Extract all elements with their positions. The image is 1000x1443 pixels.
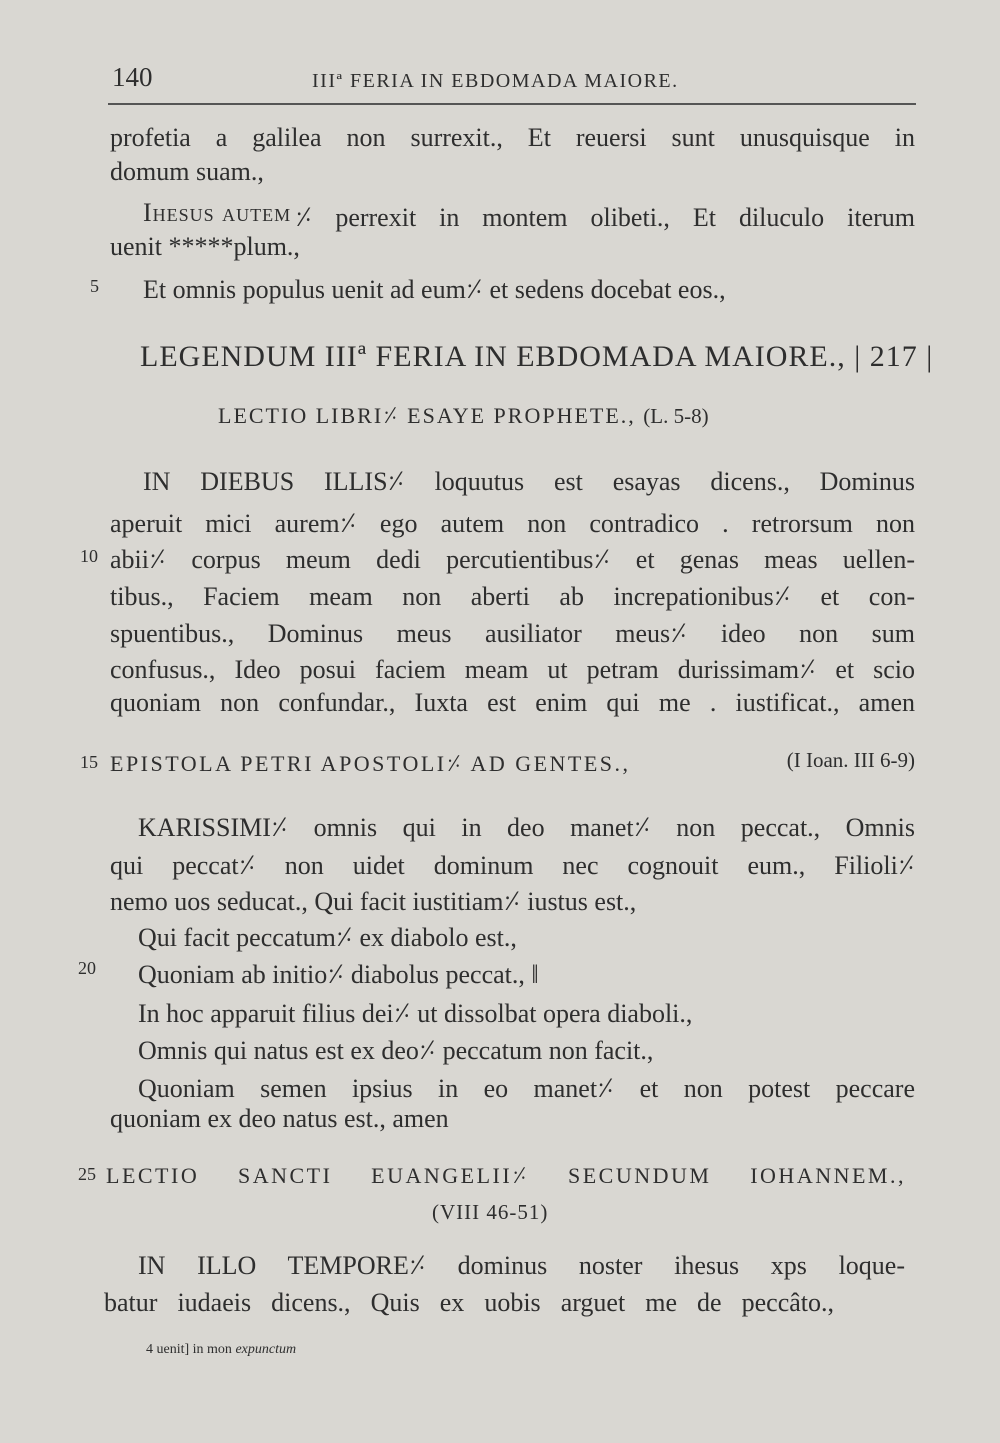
rubric-euangelium-title: LECTIO SANCTI EUANGELII⸓ SECUNDUM IOHANNEM., (106, 1163, 906, 1188)
text-line: Quoniam ab initio⸓ diabolus peccat., ‖ (138, 960, 539, 989)
text-line: batur iudaeis dicens., Quis ex uobis arguet me de peccâto., (104, 1288, 834, 1317)
text-line (143, 198, 915, 234)
running-title: IIIª FERIA IN EBDOMADA MAIORE. (312, 70, 679, 92)
line-number: 10 (80, 546, 98, 566)
text-span: ⸓ perrexit in montem olibeti., Et diluculo iterum (295, 203, 915, 232)
text-line: IN ILLO TEMPORE⸓ dominus noster ihesus xps loque- (138, 1251, 905, 1280)
line-number: 25 (78, 1164, 96, 1184)
line-number: 20 (78, 958, 96, 978)
text-line: nemo uos seducat., Qui facit iustitiam⸓ iustus est., (110, 887, 637, 916)
footnote-italic: expunctum (235, 1342, 297, 1357)
text-line: IN DIEBUS ILLIS⸓ loquutus est esayas dicens., Dominus (143, 467, 915, 496)
text-line: quoniam non confundar., Iuxta est enim qui me . iustificat., amen (110, 688, 915, 717)
text-line: spuentibus., Dominus meus ausiliator meus⸓ ideo non sum (110, 619, 915, 648)
text-line: domum suam., (110, 157, 264, 186)
text-line: In hoc apparuit filius dei⸓ ut dissolbat opera diaboli., (138, 999, 693, 1028)
text-line: quoniam ex deo natus est., amen (110, 1104, 449, 1133)
rubric-title: LEGENDUM IIIª FERIA IN EBDOMADA MAIORE., | 217 | (140, 340, 934, 373)
scripture-reference: (L. 5-8) (643, 404, 709, 428)
text-line: Quoniam semen ipsius in eo manet⸓ et non potest peccare (138, 1074, 915, 1103)
header-rule (108, 103, 916, 105)
text-line: Et omnis populus uenit ad eum⸓ et sedens docebat eos., (143, 275, 726, 304)
text-line: aperuit mici aurem⸓ ego autem non contradico . retrorsum non (110, 509, 915, 538)
text-line: abii⸓ corpus meum dedi percutientibus⸓ et genas meas uellen- (110, 545, 915, 574)
rubric-epistola-title: EPISTOLA PETRI APOSTOLI⸓ AD GENTES., (110, 751, 631, 776)
rubric-epistola (110, 748, 915, 778)
page-number: 140 (112, 62, 153, 92)
text-line: tibus., Faciem meam non aberti ab increpationibus⸓ et con- (110, 582, 915, 611)
text-line: KARISSIMI⸓ omnis qui in deo manet⸓ non peccat., Omnis (138, 813, 915, 842)
footnote-text: 4 uenit] in mon (146, 1342, 232, 1357)
text-line: uenit *****plum., (110, 232, 300, 261)
line-number: 15 (80, 752, 98, 772)
scripture-reference: (VIII 46-51) (432, 1200, 549, 1224)
text-line: profetia a galilea non surrexit., Et reuersi sunt unusquisque in (110, 123, 915, 152)
rubric-lectio-title: LECTIO LIBRI⸓ ESAYE PROPHETE., (218, 403, 636, 428)
rubric-lectio (218, 400, 709, 430)
footnote (146, 1342, 296, 1358)
text-line: Qui facit peccatum⸓ ex diabolo est., (138, 923, 517, 952)
text-line: confusus., Ideo posui faciem meam ut petram durissimam⸓ et scio (110, 655, 915, 684)
line-number: 5 (90, 276, 99, 296)
scripture-reference: (I Ioan. III 6-9) (786, 748, 915, 772)
small-caps-phrase: Ihesus autem (143, 198, 292, 227)
text-line: qui peccat⸓ non uidet dominum nec cognouit eum., Filioli⸓ (110, 851, 915, 880)
text-line: Omnis qui natus est ex deo⸓ peccatum non facit., (138, 1036, 654, 1065)
